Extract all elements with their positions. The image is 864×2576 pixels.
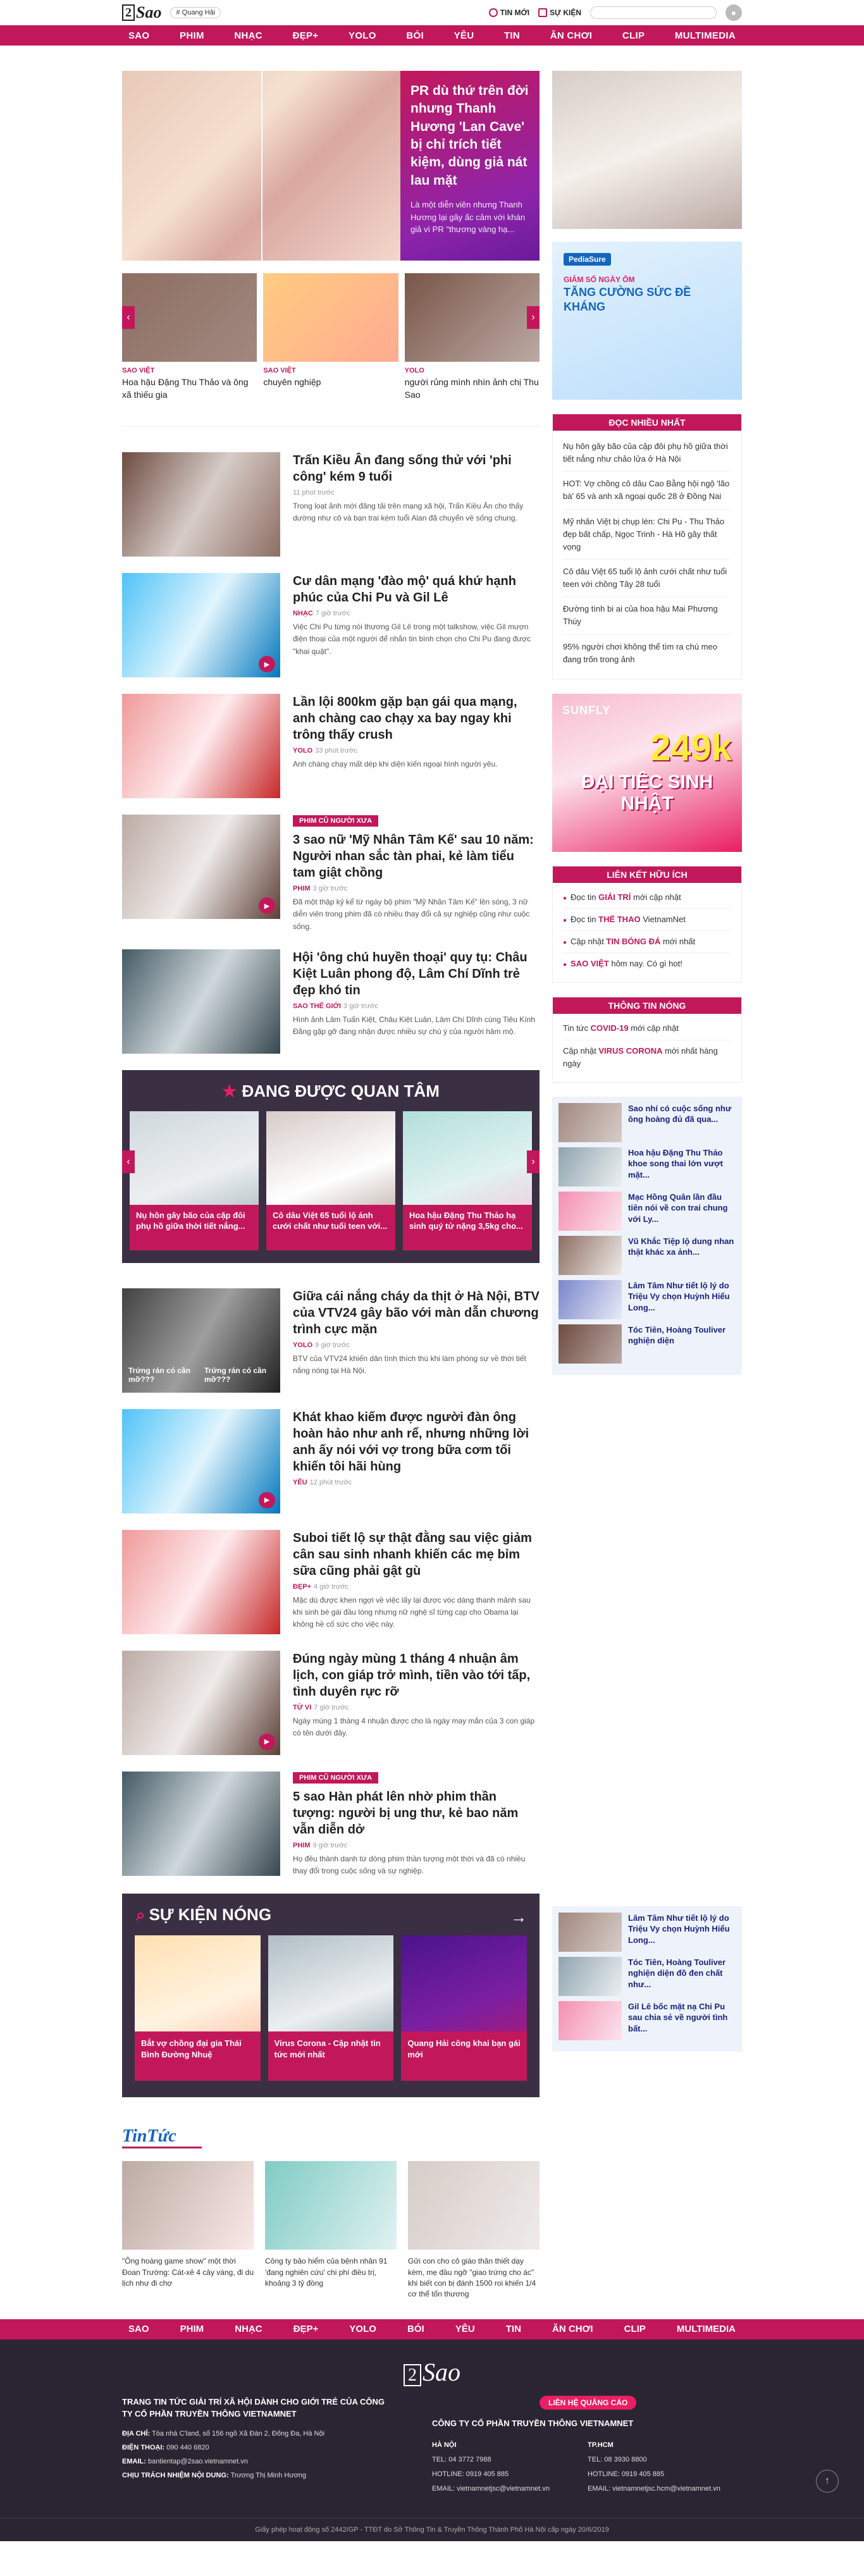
article-image[interactable] <box>122 694 280 798</box>
article-title[interactable]: Lần lội 800km gặp bạn gái qua mạng, anh chàng cao chạy xa bay ngay khi trông thấy crush <box>293 695 517 743</box>
news-link[interactable]: TIN MỚI <box>489 8 529 18</box>
category-label[interactable]: YÊU <box>293 1478 307 1486</box>
most-read-item[interactable]: Cô dâu Việt 65 tuổi lộ ảnh cưới chất như tuổi teen với chồng Tây 28 tuổi <box>563 560 731 597</box>
nav-item-1[interactable]: PHIM <box>180 30 204 41</box>
hero-image[interactable] <box>122 71 400 261</box>
side-news-image[interactable] <box>559 2001 622 2040</box>
play-icon[interactable]: ▶ <box>259 897 275 914</box>
side-news-list <box>552 1097 742 1375</box>
article-item[interactable] <box>122 949 540 1054</box>
top-bar <box>0 0 864 25</box>
hot-events-title: ⌕ SỰ KIỆN NÓNG <box>136 1905 272 1925</box>
partner-image[interactable] <box>122 2161 254 2250</box>
trending-tag[interactable]: # Quang Hải <box>170 7 221 18</box>
link-post: mới cập nhật <box>631 892 681 902</box>
category-label[interactable]: SAO THẾ GIỚI <box>293 1002 342 1010</box>
article-tag[interactable]: PHIM CŨ NGƯỜI XƯA <box>293 815 378 827</box>
side-news-image[interactable] <box>559 1280 622 1319</box>
article-meta <box>293 885 540 892</box>
link-post: mới cập nhật <box>628 1023 679 1033</box>
article-item[interactable] <box>122 1651 540 1755</box>
sub-story-image[interactable] <box>405 273 540 362</box>
article-meta <box>293 1704 540 1711</box>
nav-item-0[interactable]: SAO <box>128 30 150 41</box>
link-pre: Cập nhật <box>563 1045 599 1056</box>
main-column <box>122 71 540 2300</box>
article-item[interactable] <box>122 452 540 557</box>
article-meta <box>293 610 540 617</box>
side-news-title[interactable]: Hoa hậu Đặng Thu Thảo khoe song thai lớn vượt mặt... <box>628 1147 723 1180</box>
article-meta <box>293 1479 540 1486</box>
sub-story-image[interactable] <box>122 273 257 362</box>
timestamp: 3 giờ trước <box>343 1002 378 1010</box>
article-image[interactable] <box>122 452 280 557</box>
article-image[interactable] <box>122 573 280 677</box>
link-highlight[interactable]: THỂ THAO <box>598 914 641 924</box>
nav-item-5[interactable]: BÓI <box>406 30 424 41</box>
sub-story-title[interactable]: người rủng mình nhìn ảnh chị Thu Sao <box>404 377 539 400</box>
copyright: Giấy phép hoạt động số 2442/GP - TTĐT do Sở Thông Tin & Truyền Thông Thành Phố Hà Nội cấp ngày 20/6/2019 <box>0 2518 864 2541</box>
search-input[interactable] <box>590 6 717 19</box>
next-arrow-icon[interactable]: → <box>510 1907 527 1927</box>
sub-stories <box>122 273 540 401</box>
play-icon[interactable]: ▶ <box>259 1734 275 1750</box>
nav-item-10[interactable]: MULTIMEDIA <box>674 30 736 41</box>
link-highlight[interactable]: COVID-19 <box>590 1023 629 1033</box>
most-read-item[interactable]: Đường tình bi ai của hoa hậu Mai Phương Thúy <box>563 597 731 634</box>
partner-logo[interactable]: TinTức <box>122 2126 202 2148</box>
side-news-item[interactable] <box>559 1913 736 1952</box>
partner-image[interactable] <box>265 2161 397 2250</box>
side-news-title[interactable]: Tóc Tiên, Hoàng Touliver nghiện diện <box>628 1324 726 1346</box>
nav-item-10[interactable]: MULTIMEDIA <box>676 2324 736 2335</box>
trending-title: ★ ĐANG ĐƯỢC QUAN TÂM <box>222 1081 440 1100</box>
trending-card[interactable]: Nụ hôn gây bão của cặp đôi phụ hồ giữa thời tiết nắng... <box>130 1111 259 1250</box>
sub-story-title[interactable]: chuyên nghiệp <box>263 377 321 387</box>
sub-story[interactable] <box>263 273 398 401</box>
side-news-item[interactable] <box>559 1103 736 1142</box>
article-title[interactable]: Đúng ngày mùng 1 tháng 4 nhuận âm lịch, con giáp trở mình, tiền vào tới tấp, tình duyên rực rỡ <box>293 1651 531 1699</box>
link-pre: Đọc tin <box>571 892 599 902</box>
article-body <box>293 694 540 798</box>
side-news-title[interactable]: Tóc Tiên, Hoàng Touliver nghiện diện đồ đen chất như... <box>628 1957 726 1989</box>
side-news-title[interactable]: Lâm Tâm Như tiết lộ lý do Triệu Vy chọn Huỳnh Hiểu Long... <box>628 1280 730 1312</box>
article-item[interactable] <box>122 573 540 677</box>
ad-banner[interactable]: SUNFLY 249k ĐẠI TIỆC SINH NHẬT <box>552 694 742 852</box>
article-desc: Họ đều thành danh từ dòng phim thần tượng một thời và đã có nhiều thay đổi trong cuộc sống và sự nghiệp. <box>293 1854 526 1875</box>
category-label[interactable]: SAO VIỆT <box>122 367 155 374</box>
article-image[interactable] <box>122 1651 280 1755</box>
nav-item-7[interactable]: TIN <box>505 2324 521 2335</box>
article-body <box>293 1288 540 1393</box>
side-news-list <box>552 1906 742 2052</box>
next-arrow-icon[interactable]: › <box>527 306 540 329</box>
article-list <box>122 452 540 1054</box>
star-icon: ★ <box>222 1081 237 1100</box>
clock-icon <box>489 8 498 17</box>
article-item[interactable] <box>122 815 540 933</box>
event-card[interactable]: Bắt vợ chồng đại gia Thái Bình Đường Nhuệ <box>135 1935 261 2081</box>
article-title[interactable]: Cư dân mạng 'đào mộ' quá khứ hạnh phúc của Chi Pu và Gil Lê <box>293 574 516 605</box>
bullet-icon: ● <box>563 939 567 947</box>
link-item[interactable] <box>563 1018 731 1040</box>
article-body <box>293 452 540 557</box>
partner-item[interactable]: "Ông hoàng game show" một thời Đoan Trường: Cát-xê 4 cây vàng, đi du lịch như đi chợ <box>122 2161 254 2300</box>
nav-item-1[interactable]: PHIM <box>180 2324 204 2335</box>
link-post: hôm nay. Có gì hot! <box>608 959 682 969</box>
timestamp: 33 phút trước <box>315 747 357 755</box>
hero-title[interactable]: PR dù thứ trên đời nhưng Thanh Hương 'Lan Cave' bị chỉ trích tiết kiệm, dùng giả nát lau mặt <box>410 83 529 188</box>
footer-logo[interactable]: 2 Sao <box>122 2357 742 2387</box>
article-title[interactable]: Trấn Kiều Ân đang sống thử với 'phi công' kém 9 tuổi <box>293 453 512 484</box>
link-item[interactable] <box>563 1040 731 1075</box>
article-desc: Đã một thập kỷ kể từ ngày bộ phim "Mỹ Nhân Tâm Kế" lên sóng, 3 nữ diễn viên trong phim đã có nhiều thay đổi cả sự nghiệp cũng như cuộc sống. <box>293 897 530 931</box>
category-label[interactable]: SAO VIỆT <box>263 367 296 374</box>
link-pre: Tin tức <box>563 1023 591 1033</box>
link-pre: Cập nhật <box>571 937 607 947</box>
image-caption: Trứng rán có cần mỡ??? <box>204 1365 267 1384</box>
side-news-title[interactable]: Gil Lê bốc mặt nạ Chi Pu sau chia sẻ về người tình bất... <box>628 2001 728 2033</box>
article-meta <box>293 747 540 755</box>
timestamp: 4 giờ trước <box>314 1582 349 1591</box>
side-news-title[interactable]: Vũ Khắc Tiệp lộ dung nhan thật khác xa ảnh... <box>628 1236 734 1257</box>
side-news-image[interactable] <box>559 1192 622 1231</box>
article-item[interactable] <box>122 1288 540 1393</box>
site-logo[interactable]: 2 Sao <box>122 3 161 22</box>
ad-contact-button[interactable]: LIÊN HỆ QUẢNG CÁO <box>540 2396 636 2410</box>
calendar-icon <box>538 8 547 17</box>
category-label[interactable]: PHIM <box>293 885 311 893</box>
nav-item-7[interactable]: TIN <box>503 30 521 41</box>
article-image[interactable] <box>122 1530 280 1634</box>
nav-item-2[interactable]: NHẠC <box>234 30 262 41</box>
sub-story[interactable] <box>405 273 540 401</box>
nav-item-6[interactable]: YÊU <box>454 30 474 41</box>
article-desc: Ngày mùng 1 tháng 4 nhuận được cho là ngày may mắn của 3 con giáp có tên dưới đây. <box>293 1716 535 1737</box>
hot-events-box <box>122 1894 540 2097</box>
category-label[interactable]: PHIM <box>293 1841 311 1849</box>
link-item[interactable] <box>563 931 731 953</box>
article-title[interactable]: 3 sao nữ 'Mỹ Nhân Tâm Kế' sau 10 năm: Người nhan sắc tàn phai, kẻ làm tiểu tam giật chồng <box>293 833 534 880</box>
hero-desc: Là một diễn viên nhưng Thanh Hương lại gây ấc cảm với khán giả vì PR "thương vàng hạ... <box>410 200 526 235</box>
search-icon: ⌕ <box>136 1905 145 1925</box>
article-body <box>293 573 540 677</box>
article-desc: Mặc dù được khen ngợi về việc lấy lại được vóc dáng thanh mảnh sau khi sinh bé gái đầu lòng nhưng nữ nghệ sĩ từng cạp cho Obama lại không hề cố sức cho việc này. <box>293 1595 531 1629</box>
bullet-icon: ● <box>563 894 567 902</box>
side-news-item[interactable] <box>559 2001 736 2040</box>
sub-story-title[interactable]: Hoa hậu Đặng Thu Thảo và ông xã thiếu gia <box>122 377 249 400</box>
nav-item-8[interactable]: ĂN CHƠI <box>552 2324 593 2335</box>
side-news-image[interactable] <box>559 1236 622 1275</box>
link-item[interactable] <box>563 953 731 975</box>
link-item[interactable] <box>563 909 731 931</box>
category-label[interactable]: TỬ VI <box>293 1703 312 1711</box>
timestamp: 7 giờ trước <box>315 610 350 618</box>
link-pre: Đọc tin <box>571 914 599 924</box>
article-meta <box>293 489 540 496</box>
nav-item-3[interactable]: ĐẸP+ <box>293 2324 319 2335</box>
side-news-item[interactable] <box>559 1280 736 1319</box>
partner-news <box>122 2126 540 2300</box>
article-meta <box>293 1842 540 1849</box>
most-read-item[interactable]: 95% người chơi không thể tìm ra chú meo đang trốn trong ảnh <box>563 641 717 664</box>
side-news-title[interactable]: Lâm Tâm Như tiết lộ lý do Triệu Vy chọn Huỳnh Hiểu Long... <box>628 1913 730 1945</box>
hot-info-box: THÔNG TIN NÓNG Tin tức COVID-19 mới cập nhật Cập nhật VIRUS CORONA mới nhất hàng ngày <box>552 997 742 1082</box>
article-body <box>293 1530 540 1634</box>
link-post: mới nhất hàng ngày <box>563 1045 718 1068</box>
article-item[interactable] <box>122 1772 540 1877</box>
article-body <box>293 1772 540 1877</box>
nav-item-4[interactable]: YOLO <box>349 30 376 41</box>
nav-item-8[interactable]: ĂN CHƠI <box>550 30 593 41</box>
article-desc: Trong loạt ảnh mới đăng tải trên mạng xã hội, Trấn Kiều Ân cho thấy dường như cô và bạn trai kém tuổi Alan đã chuyển về sống chung. <box>293 502 524 523</box>
footer-nav <box>0 2319 864 2339</box>
article-image[interactable] <box>122 949 280 1054</box>
article-desc: Hình ảnh Lâm Tuấn Kiệt, Châu Kiệt Luân, Lâm Chí Dĩnh cùng Tiêu Kính Đằng gặp gỡ đang nhận được nhiều sự chú ý của người hâm mộ. <box>293 1014 535 1036</box>
article-item[interactable] <box>122 694 540 798</box>
article-body <box>293 949 540 1054</box>
side-news-image[interactable] <box>559 1324 622 1364</box>
article-desc: Anh chàng chạy mất dép khi diện kiến ngoại hình người yêu. <box>293 760 498 769</box>
nav-item-4[interactable]: YOLO <box>349 2324 376 2335</box>
nav-item-9[interactable]: CLIP <box>624 2324 646 2335</box>
ad-banner[interactable]: PediaSure GIẢM SỐ NGÀY ỐM TĂNG CƯỜNG SỨC ĐỀ KHÁNG <box>552 242 742 400</box>
next-arrow-icon[interactable]: › <box>527 1150 540 1173</box>
article-body <box>293 815 540 933</box>
side-news-image[interactable] <box>559 1913 622 1952</box>
category-label[interactable]: ĐẸP+ <box>293 1582 312 1591</box>
partner-item[interactable]: Gửi con cho cô giáo thân thiết dạy kèm, mẹ đầu ngỡ "giao trứng cho ác" khi biết con bị đánh 1500 roi khiến 1/4 cơ thể tổn thương <box>408 2161 540 2300</box>
nav-item-3[interactable]: ĐẸP+ <box>292 30 319 41</box>
main-nav <box>0 25 864 46</box>
article-meta <box>293 1583 540 1591</box>
article-title[interactable]: Khát khao kiếm được người đàn ông hoàn hảo như anh rể, nhưng những lời anh ấy nói với vợ trong bữa cơm tối khiến tôi hãi hùng <box>293 1410 529 1474</box>
side-news-item[interactable] <box>559 1957 736 1996</box>
nav-item-6[interactable]: YÊU <box>455 2324 475 2335</box>
article-meta <box>293 1341 540 1349</box>
side-news-item[interactable] <box>559 1324 736 1364</box>
article-title[interactable]: Suboi tiết lộ sự thật đằng sau việc giảm cân sau sinh nhanh khiến các mẹ bỉm sữa cũng phải gật gù <box>293 1531 532 1578</box>
play-icon[interactable]: ▶ <box>259 656 275 672</box>
article-title[interactable]: Hội 'ông chú huyền thoại' quy tụ: Châu Kiệt Luân phong độ, Lâm Chí Dĩnh trẻ đẹp khó tin <box>293 950 528 997</box>
article-tag[interactable]: PHIM CŨ NGƯỜI XƯA <box>293 1772 378 1784</box>
most-read-item[interactable]: Nụ hôn gây bão của cặp đôi phụ hồ giữa thời tiết nắng như chảo lửa ở Hà Nội <box>563 434 731 472</box>
article-title[interactable]: 5 sao Hàn phát lên nhờ phim thần tượng: người bị ung thư, kẻ bao năm vẫn diễn dở <box>293 1789 519 1837</box>
most-read-box <box>552 414 742 680</box>
partner-item[interactable]: Công ty bảo hiểm của bệnh nhân 91 'đang nghiên cứu' chi phí điều trị, khoảng 3 tỷ đồng <box>265 2161 397 2300</box>
article-item[interactable] <box>122 1409 540 1513</box>
link-highlight[interactable]: GIẢI TRÍ <box>598 892 631 902</box>
article-list <box>122 1288 540 1877</box>
prev-arrow-icon[interactable]: ‹ <box>122 306 135 329</box>
most-read-item[interactable]: HOT: Vợ chồng cô dâu Cao Bằng hội ngộ 'lão bà' 65 và anh xã ngoại quốc 28 ở Đồng Nai <box>563 472 731 509</box>
link-highlight[interactable]: TIN BÓNG ĐÁ <box>606 937 661 947</box>
divider <box>122 426 540 427</box>
side-news-item[interactable] <box>559 1147 736 1186</box>
most-read-title: ĐỌC NHIỀU NHẤT <box>553 414 741 431</box>
image-caption: Trứng rán có cần mỡ??? <box>128 1365 191 1384</box>
nav-item-5[interactable]: BÓI <box>407 2324 424 2335</box>
side-news-image[interactable] <box>559 1957 622 1996</box>
user-avatar-icon[interactable]: ● <box>725 4 742 21</box>
nav-item-9[interactable]: CLIP <box>622 30 645 41</box>
article-title[interactable]: Giữa cái nắng cháy da thịt ở Hà Nội, BTV của VTV24 gây bão với màn dẫn chương trình cực mặn <box>293 1289 540 1336</box>
category-label[interactable]: NHẠC <box>293 610 313 618</box>
article-item[interactable] <box>122 1530 540 1634</box>
link-post: VietnamNet <box>640 914 686 924</box>
nav-item-0[interactable]: SAO <box>128 2324 149 2335</box>
side-news-item[interactable] <box>559 1192 736 1231</box>
hero-story[interactable] <box>122 71 540 261</box>
useful-links-box: LIÊN KẾT HỮU ÍCH ● Đọc tin GIẢI TRÍ mới cập nhật ● Đọc tin THỂ THAO VietnamNet ● Cập nhật TIN BÓNG ĐÁ mới nhất ● SAO VIỆT hôm nay. Có gì hot! <box>552 866 742 983</box>
sub-story[interactable] <box>122 273 257 401</box>
timestamp: 7 giờ trước <box>314 1703 349 1711</box>
partner-image[interactable] <box>408 2161 540 2250</box>
event-card[interactable]: Quang Hải công khai bạn gái mới <box>401 1935 527 2081</box>
article-image[interactable] <box>122 1772 280 1876</box>
play-icon[interactable]: ▶ <box>259 1492 275 1508</box>
ad-banner[interactable] <box>552 71 742 229</box>
category-label[interactable]: YOLO <box>404 367 424 374</box>
side-news-item[interactable] <box>559 1236 736 1275</box>
timestamp: 12 phút trước <box>309 1478 352 1486</box>
article-image[interactable] <box>122 815 280 919</box>
category-label[interactable]: YOLO <box>293 1341 313 1349</box>
link-highlight[interactable]: SAO VIỆT <box>571 959 609 969</box>
link-highlight[interactable]: VIRUS CORONA <box>598 1045 663 1056</box>
sidebar <box>552 71 742 2300</box>
event-card[interactable]: Virus Corona - Cập nhật tin tức mới nhất <box>268 1935 394 2081</box>
category-label[interactable]: YOLO <box>293 747 313 755</box>
article-desc: BTV của VTV24 khiến dân tình thích thú khi làm phóng sự về thời tiết nắng nóng tại Hà Nội. <box>293 1353 526 1375</box>
events-link[interactable]: SỰ KIỆN <box>538 8 581 18</box>
most-read-item[interactable]: Mỹ nhân Việt bị chụp lén: Chi Pu - Thu Thảo đẹp bất chấp, Ngọc Trinh - Hà Hồ gây thất vọng <box>563 510 731 560</box>
side-news-image[interactable] <box>559 1103 622 1142</box>
link-item[interactable] <box>563 887 731 909</box>
article-image[interactable] <box>122 1288 280 1393</box>
article-meta <box>293 1002 540 1010</box>
link-post: mới nhất <box>660 937 696 947</box>
article-body <box>293 1409 540 1513</box>
article-body <box>293 1651 540 1755</box>
timestamp: 11 phút trước <box>293 489 335 497</box>
timestamp: 3 giờ trước <box>312 885 348 893</box>
bullet-icon: ● <box>563 916 567 924</box>
timestamp: 9 giờ trước <box>315 1341 350 1349</box>
side-news-title[interactable]: Sao nhí có cuộc sống như ông hoàng đủ đã qua... <box>628 1103 732 1125</box>
article-image[interactable] <box>122 1409 280 1513</box>
trending-box <box>122 1070 540 1263</box>
nav-item-2[interactable]: NHẠC <box>235 2324 262 2335</box>
timestamp: 9 giờ trước <box>312 1841 348 1849</box>
trending-card[interactable]: Hoa hậu Đặng Thu Thảo hạ sinh quý tử nặng 3,5kg cho... <box>403 1111 532 1250</box>
footer: 2 Sao TRANG TIN TỨC GIẢI TRÍ XÃ HỘI DÀNH CHO GIỚI TRẺ CỦA CÔNG TY CỔ PHẦN TRUYỀN THÔNG VIETNAMNET ĐỊA CHỈ: Tòa nhà C'land, số 156 ngõ Xã Đàn 2, Đống Đa, Hà Nội ĐIỆN THOẠI: 090 440 6820 EMAIL: bantientap@2sao.vietnamnet.vn CHỊU TRÁCH NHIỆM NỘI DUNG: Trương Thị Minh Hương LIÊN HỆ QUẢNG CÁO CÔNG TY CỔ PHẦN TRUYỀN THÔNG VIETNAMNET HÀ NỘI TEL: 04 3772 7988 HOTLINE: 0919 405 885 EMAIL: vietnamnetjsc@vietnamnet.vn TP.HCM TEL: 08 3930 8800 HOTLINE: 0919 405 885 EMAIL: vietnamnetjsc.hcm@vietnamnet.vn ↑ <box>0 2339 864 2518</box>
back-to-top-icon[interactable]: ↑ <box>816 2470 839 2493</box>
bullet-icon: ● <box>563 961 567 969</box>
trending-card[interactable]: Cô dâu Việt 65 tuổi lộ ảnh cưới chất như tuổi teen với... <box>266 1111 395 1250</box>
article-desc: Việc Chi Pu từng nói thương Gil Lê trong một talkshow, việc Gil mượn điện thoại của một người để nhắn tin bình chọn cho Chi Pu đang được "khai quật". <box>293 622 531 656</box>
sub-story-image[interactable] <box>263 273 398 362</box>
side-news-title[interactable]: Mạc Hồng Quân lần đầu tiên nói về con trai chung với Ly... <box>628 1192 728 1224</box>
prev-arrow-icon[interactable]: ‹ <box>122 1150 135 1173</box>
side-news-image[interactable] <box>559 1147 622 1186</box>
